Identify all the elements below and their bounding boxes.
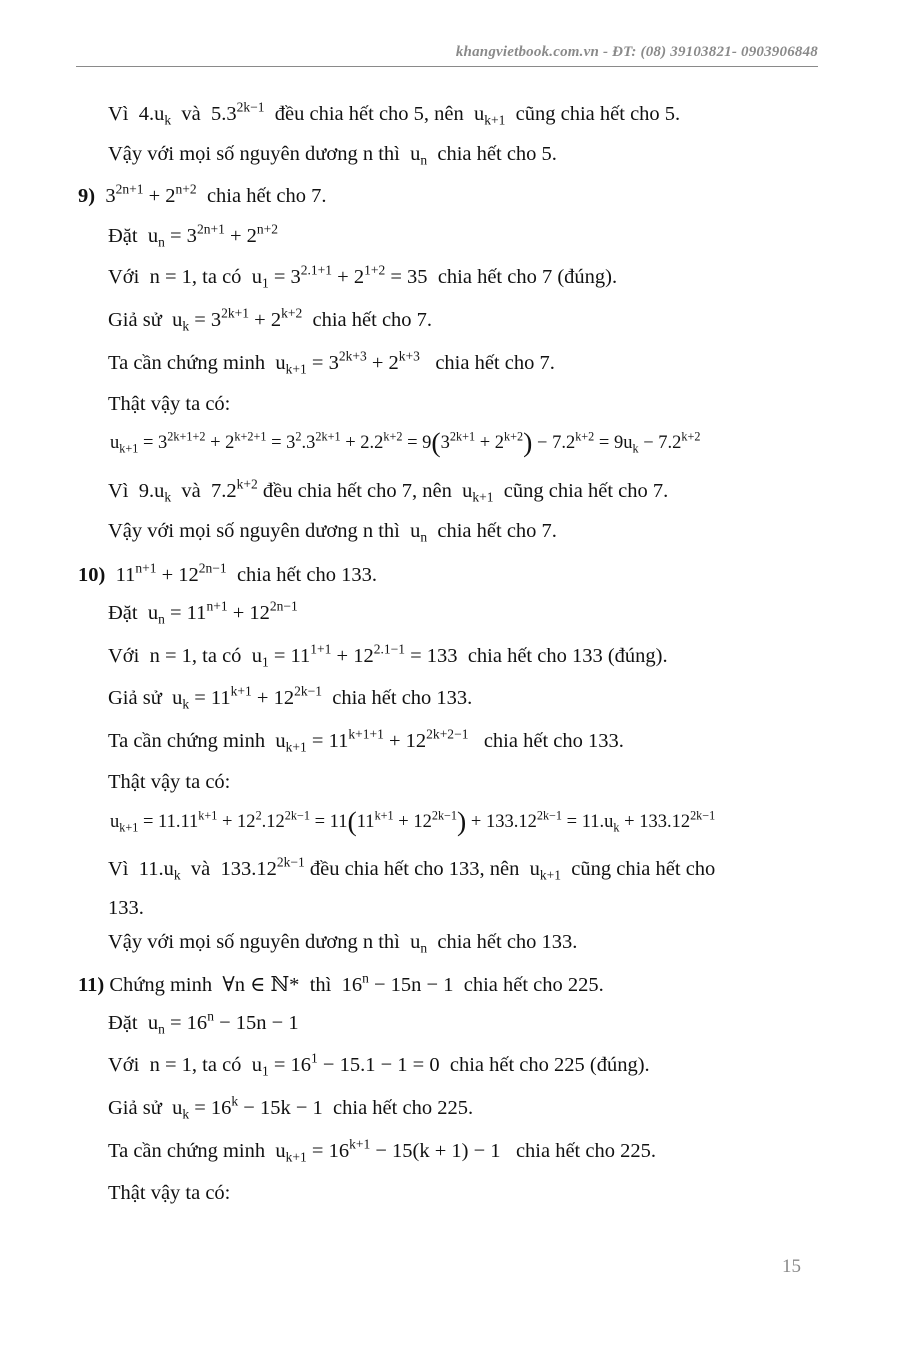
text-line: Vậy với mọi số nguyên dương n thì $u_n$ chia hết cho 7. (108, 520, 557, 545)
text-line: Giả sử $u_k = 3^{2k+1} + 2^{k+2}$ chia hết cho 7. (108, 305, 433, 334)
equation-line: $u_{k+1} = 3^{2k+1+2} + 2^{k+2+1} = 3^2.3^{2k+1} + 2.2^{k+2} = 9(3^{2k+1} + 2^{k+2}) - 7.2^{k+2} = 9u_k - 7.2^{k+2}$ (110, 427, 701, 459)
text-line: Thật vậy ta có: (108, 1182, 231, 1204)
text-line: Với n = 1, ta có $u_1 = 3^{2.1+1} + 2^{1+2} = 35$ chia hết cho 7 (đúng). (108, 262, 618, 291)
text-line: Thật vậy ta có: (108, 771, 231, 793)
problem-heading: 9) $3^{2n+1} + 2^{n+2}$ chia hết cho 7. (78, 181, 327, 207)
text-line: Vì $11.u_k$ và $133.12^{2k-1}$ đều chia hết cho 133, nên $u_{k+1}$ cũng chia hết cho (108, 854, 716, 883)
page-header: khangvietbook.com.vn - ĐT: (08) 39103821- 0903906848 (455, 44, 818, 60)
text-line: Ta cần chứng minh $u_{k+1} = 16^{k+1} - 15(k + 1) - 1$ chia hết cho 225. (108, 1136, 656, 1165)
header-divider (76, 66, 818, 67)
text-line: Đặt $u_n = 16^n - 15n - 1$ (108, 1008, 299, 1037)
problem-heading: 11) Chứng minh ∀n ∈ ℕ* thì $16^n - 15n - 1$ chia hết cho 225. (78, 970, 604, 996)
text-line: Đặt $u_n = 3^{2n+1} + 2^{n+2}$ (108, 221, 279, 250)
page-number: 15 (782, 1256, 801, 1277)
text-line: Vì $4.u_k$ và $5.3^{2k-1}$ đều chia hết cho 5, nên $u_{k+1}$ cũng chia hết cho 5. (108, 99, 681, 128)
text-line: Vậy với mọi số nguyên dương n thì $u_n$ chia hết cho 5. (108, 143, 557, 168)
text-line: 133. (108, 897, 144, 919)
text-line: Đặt $u_n = 11^{n+1} + 12^{2n-1}$ (108, 598, 298, 627)
text-line: Giả sử $u_k = 16^k - 15k - 1$ chia hết cho 225. (108, 1093, 474, 1122)
text-line: Vì $9.u_k$ và $7.2^{k+2}$ đều chia hết cho 7, nên $u_{k+1}$ cũng chia hết cho 7. (108, 476, 669, 505)
text-line: Ta cần chứng minh $u_{k+1} = 3^{2k+3} + 2^{k+3}$ chia hết cho 7. (108, 348, 555, 377)
text-line: Ta cần chứng minh $u_{k+1} = 11^{k+1+1} + 12^{2k+2-1}$ chia hết cho 133. (108, 726, 624, 755)
problem-heading: 10) $11^{n+1} + 12^{2n-1}$ chia hết cho 133. (78, 560, 377, 586)
text-line: Với n = 1, ta có $u_1 = 11^{1+1} + 12^{2.1-1} = 133$ chia hết cho 133 (đúng). (108, 641, 668, 670)
text-line: Thật vậy ta có: (108, 393, 231, 415)
equation-line: $u_{k+1} = 11.11^{k+1} + 12^2.12^{2k-1} = 11(11^{k+1} + 12^{2k-1}) + 133.12^{2k-1} = 11.u_k + 133.12^{2k-1}$ (110, 806, 716, 838)
text-line: Vậy với mọi số nguyên dương n thì $u_n$ chia hết cho 133. (108, 931, 578, 956)
text-line: Giả sử $u_k = 11^{k+1} + 12^{2k-1}$ chia hết cho 133. (108, 683, 473, 712)
text-line: Với n = 1, ta có $u_1 = 16^1 - 15.1 - 1 = 0$ chia hết cho 225 (đúng). (108, 1050, 650, 1079)
